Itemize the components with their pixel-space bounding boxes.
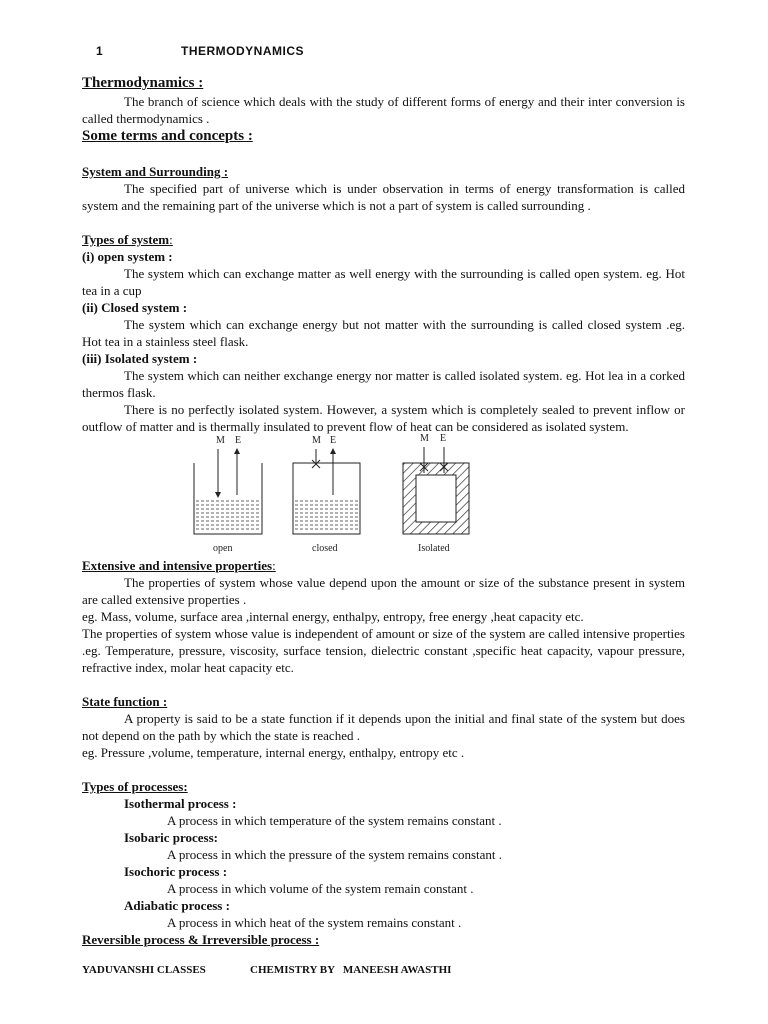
heading-properties [82, 557, 685, 574]
closed-system-paragraph: The system which can exchange energy but not matter with the surrounding is called closed system .eg. Hot tea in a stainless steel flask. [82, 317, 685, 349]
properties-colon: : [272, 558, 276, 573]
system-types-figure [82, 429, 685, 557]
closed-caption: closed [312, 543, 338, 554]
closed-m-label: M [312, 435, 321, 446]
process-isothermal-text: A process in which temperature of the system remains constant . [167, 813, 502, 828]
system-types-diagram [82, 429, 685, 557]
heading-state-function: State function : [82, 694, 168, 709]
process-isochoric-text: A process in which volume of the system remain constant . [167, 881, 474, 896]
open-container-outline [194, 463, 262, 534]
system-surrounding-paragraph: The specified part of universe which is under observation in terms of energy transformation is called system and the remaining part of the universe which is not a part of system is called surrounding . [82, 181, 685, 213]
page-header-title: THERMODYNAMICS [181, 44, 304, 58]
isolated-system-title: (iii) Isolated system : [82, 351, 198, 366]
isolated-caption: Isolated [418, 543, 450, 554]
document-body [82, 74, 685, 948]
isolated-m-label: M [420, 433, 429, 444]
process-isochoric-title: Isochoric process : [124, 864, 228, 879]
isolated-system-paragraph: The system which can neither exchange energy nor matter is called isolated system. eg. Hot lea in a corked thermos flask. [82, 368, 685, 400]
closed-system-title: (ii) Closed system : [82, 300, 188, 315]
footer-right: CHEMISTRY BY MANEESH AWASTHI [250, 964, 452, 976]
state-function-paragraph: A property is said to be a state function if it depends upon the initial and final state of the system but does not depend on the path by which the state is reached . [82, 711, 685, 743]
properties-title: Extensive and intensive properties [82, 558, 273, 573]
process-isobaric-text: A process in which the pressure of the system remains constant . [167, 847, 503, 862]
open-system-paragraph: The system which can exchange matter as well energy with the surrounding is called open system. eg. Hot tea in a cup [82, 266, 685, 298]
closed-e-label: E [330, 435, 337, 446]
process-adiabatic-text: A process in which heat of the system remains constant . [167, 915, 462, 930]
process-adiabatic-title: Adiabatic process : [124, 898, 230, 913]
section-title-thermodynamics: Thermodynamics : [82, 75, 204, 91]
isolated-insulated-wall [403, 463, 469, 534]
closed-system-diagram [293, 435, 360, 554]
closed-liquid [295, 501, 358, 529]
open-system-title: (i) open system : [82, 249, 173, 264]
extensive-paragraph: The properties of system whose value depend upon the amount or size of the substance present in system are called extensive properties . [82, 575, 685, 607]
open-e-label: E [235, 435, 242, 446]
types-of-system-title: Types of system [82, 232, 170, 247]
state-function-examples: eg. Pressure ,volume, temperature, internal energy, enthalpy, entropy etc . [82, 745, 465, 760]
open-caption: open [213, 543, 233, 554]
open-m-label: M [216, 435, 225, 446]
isolated-system-diagram [403, 433, 469, 554]
section-title-terms: Some terms and concepts : [82, 128, 253, 144]
isolated-e-label: E [440, 433, 447, 444]
heading-types-of-processes: Types of processes: [82, 779, 188, 794]
intensive-paragraph: The properties of system whose value is independent of amount or size of the system are called intensive properties .eg. Temperature, pressure, viscosity, surface tension, dielectric constant ,specific heat capacity, vapour pressure, refractive index, molar heat capacity etc. [82, 626, 685, 675]
process-isothermal-title: Isothermal process : [124, 796, 237, 811]
process-isobaric-title: Isobaric process: [124, 830, 219, 845]
intro-paragraph: The branch of science which deals with the study of different forms of energy and their inter conversion is called thermodynamics . [82, 94, 685, 126]
open-liquid [196, 501, 260, 529]
heading-reversible-process: Reversible process & Irreversible process : [82, 932, 320, 947]
closed-container-outline [293, 463, 360, 534]
footer-left: YADUVANSHI CLASSES [82, 964, 206, 976]
types-of-system-colon: : [169, 232, 173, 247]
heading-system-surrounding: System and Surrounding : [82, 164, 229, 179]
extensive-examples: eg. Mass, volume, surface area ,internal energy, enthalpy, entropy, free energy ,heat capacity etc. [82, 609, 584, 624]
heading-types-of-system [82, 231, 685, 248]
page-number: 1 [96, 44, 104, 58]
open-system-diagram [194, 435, 262, 554]
isolated-system-note: There is no perfectly isolated system. However, a system which is completely sealed to prevent inflow or outflow of matter and is thermally insulated to prevent flow of heat can be considered as isolated system. [82, 402, 685, 434]
